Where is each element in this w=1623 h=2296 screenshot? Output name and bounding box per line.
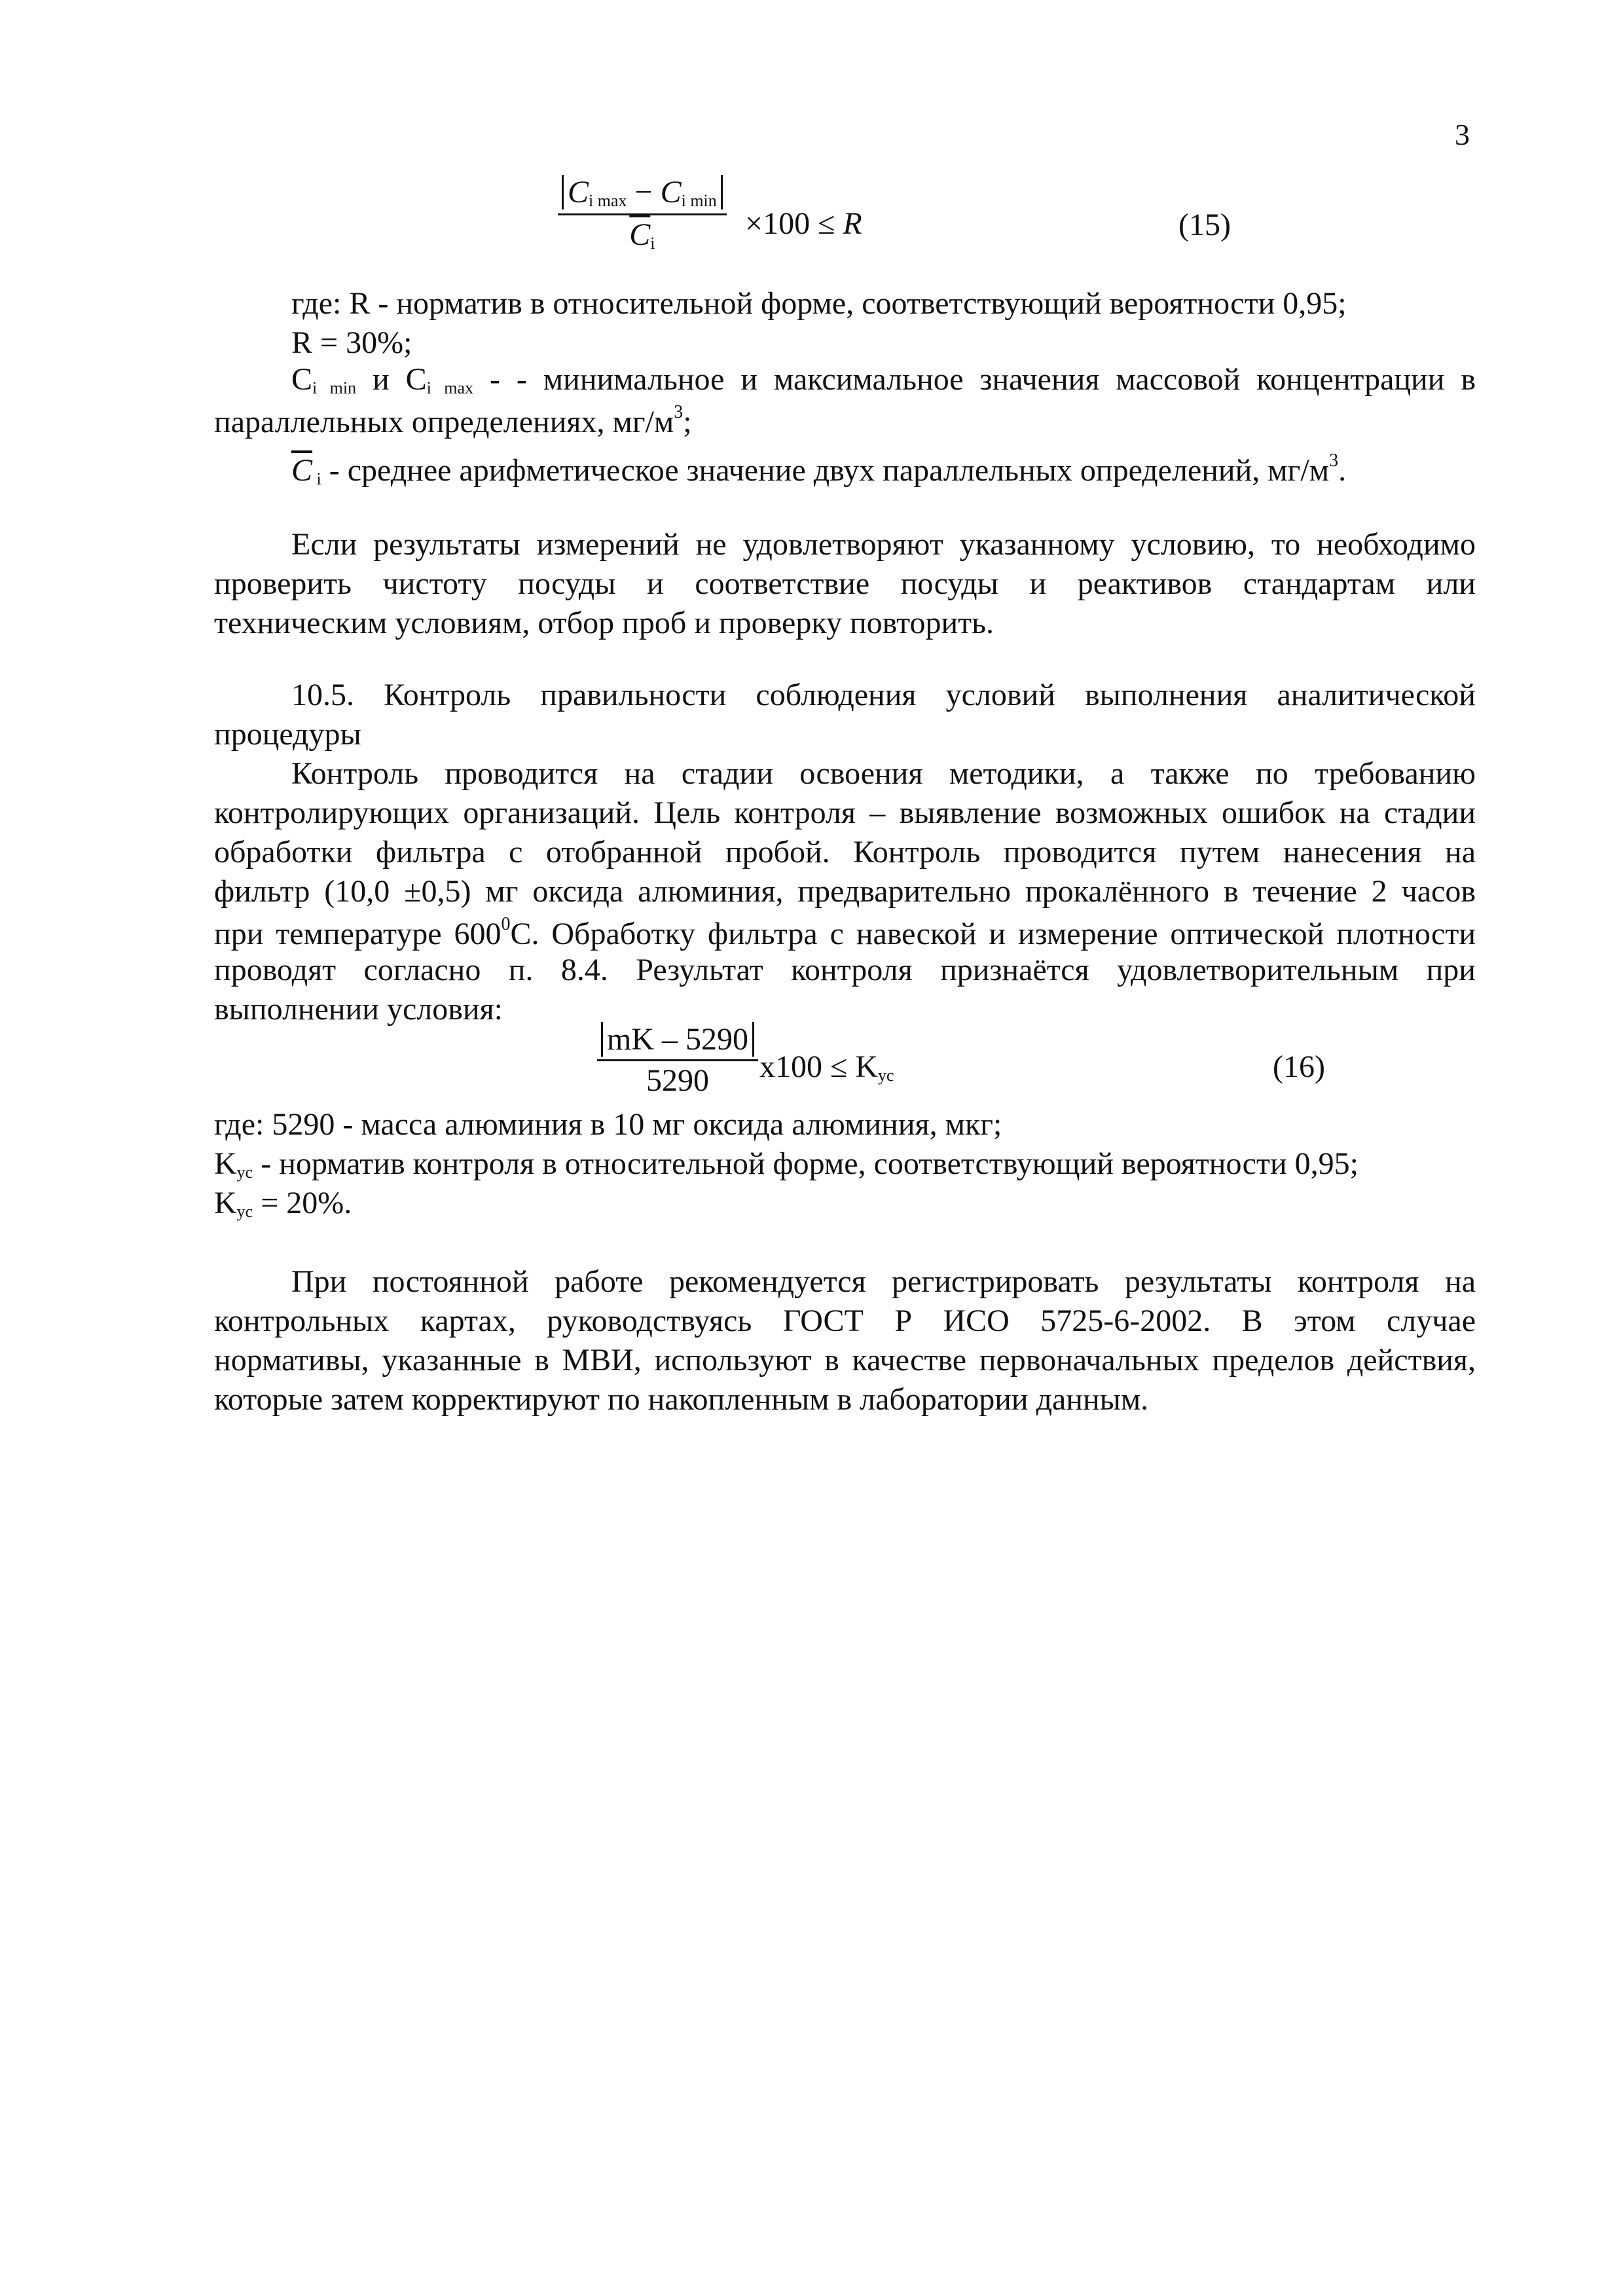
text-line: процедуры bbox=[214, 717, 361, 752]
formula-16-rhs: $x100 \le K_{ус}$ bbox=[759, 1049, 894, 1085]
legend-line: $\overline{C}$ $_i$ - среднее арифметическое значение двух параллельных определений, $мг/м^3$. bbox=[291, 450, 1347, 488]
formula-16-legend bbox=[214, 1109, 1476, 1227]
text-line: проводят согласно п. 8.4. Результат контроля признаётся удовлетворительным при bbox=[214, 953, 1476, 987]
text-line: нормативы, указанные в МВИ, используют в качестве первоначальных пределов действия, bbox=[214, 1343, 1476, 1377]
text-line: фильтр (10,0 ±0,5) мг оксида алюминия, предварительно прокалённого в течение 2 часов bbox=[214, 874, 1476, 909]
text-line: при температуре $600^0С$. Обработку фильтра с навеской и измерение оптической плотности bbox=[214, 914, 1476, 951]
legend-line: $K_{ус}$ - норматив контроля в относительной форме, соответствующий вероятности 0,95; bbox=[214, 1146, 1359, 1182]
formula-16-numerator: mK – 5290 bbox=[597, 1024, 758, 1061]
formula-15-numerator: $C_{i max} - C_{i min}$ bbox=[558, 177, 727, 215]
text-line: Если результаты измерений не удовлетворяют указанному условию, то необходимо bbox=[291, 527, 1476, 562]
text-line: 10.5. Контроль правильности соблюдения условий выполнения аналитической bbox=[291, 678, 1476, 712]
formula-15-legend bbox=[214, 288, 1476, 491]
page-number: 3 bbox=[1455, 118, 1470, 151]
formula-16-fraction bbox=[597, 1024, 758, 1097]
paragraph-control-charts bbox=[214, 1266, 1476, 1423]
formula-15-rhs: ×100 ≤ R bbox=[745, 206, 862, 241]
formula-15-number: (15) bbox=[1178, 208, 1231, 242]
text-line: которые затем корректируют по накопленным в лаборатории данным. bbox=[214, 1382, 1149, 1417]
legend-line: R = 30%; bbox=[291, 325, 412, 360]
legend-line: где: R - норматив в относительной форме, соответствующий вероятности 0,95; bbox=[291, 286, 1347, 321]
formula-15-denominator: $\overline{C}_i$ bbox=[629, 217, 655, 253]
text-line: техническим условиям, отбор проб и проверку повторить. bbox=[214, 606, 994, 640]
paragraph-result-check bbox=[214, 529, 1476, 647]
formula-15-fraction bbox=[558, 177, 727, 252]
text-line: контролирующих организаций. Цель контроля – выявление возможных ошибок на стадии bbox=[214, 795, 1476, 830]
formula-16-denominator: 5290 bbox=[646, 1063, 709, 1098]
legend-line: $K_{ус} = 20\%$. bbox=[214, 1186, 352, 1221]
paragraph-control bbox=[214, 758, 1476, 1033]
legend-line: $C_{i min}$ и $C_{i max}$ - - минимальное и максимальное значения массовой концентрации в bbox=[291, 362, 1476, 397]
section-10-5-heading bbox=[214, 680, 1476, 758]
text-line: контрольных картах, руководствуясь ГОСТ Р ИСО 5725-6-2002. В этом случае bbox=[214, 1303, 1476, 1338]
text-line: Контроль проводится на стадии освоения методики, а также по требованию bbox=[291, 756, 1476, 791]
text-line: При постоянной работе рекомендуется регистрировать результаты контроля на bbox=[291, 1264, 1476, 1299]
text-line: обработки фильтра с отобранной пробой. Контроль проводится путем нанесения на bbox=[214, 835, 1476, 869]
text-line: проверить чистоту посуды и соответствие посуды и реактивов стандартам или bbox=[214, 566, 1476, 601]
legend-line: где: 5290 - масса алюминия в 10 мг оксида алюминия, мкг; bbox=[214, 1107, 1002, 1142]
legend-line: параллельных определениях, $мг/м^3$; bbox=[214, 402, 692, 439]
formula-16-number: (16) bbox=[1273, 1049, 1325, 1084]
text-line: выполнении условия: bbox=[214, 992, 503, 1027]
